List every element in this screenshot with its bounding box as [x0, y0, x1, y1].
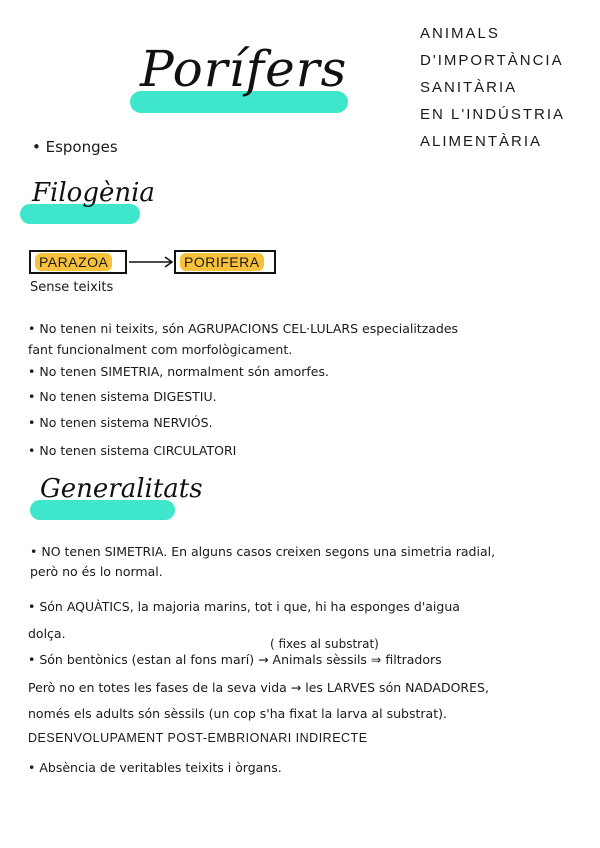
- arrow-icon: [127, 252, 177, 272]
- page-title: Porífers: [140, 40, 348, 98]
- list-item: • Són AQUÀTICS, la majoria marins, tot i que, hi ha esponges d'aigua: [28, 599, 460, 614]
- list-item: • NO tenen SIMETRIA. En alguns casos creixen segons una simetria radial,: [30, 544, 496, 559]
- list-item: DESENVOLUPAMENT POST-EMBRIONARI INDIRECTE: [28, 731, 368, 745]
- corner-heading-line: D'IMPORTÀNCIA: [420, 52, 564, 69]
- list-item: però no és lo normal.: [30, 564, 163, 579]
- corner-heading-line: EN L'INDÚSTRIA: [420, 106, 566, 123]
- list-item: • Absència de veritables teixits i òrgans.: [28, 760, 282, 775]
- intro-bullet: • Esponges: [32, 138, 118, 156]
- corner-heading: [420, 20, 565, 155]
- annotation: ( fixes al substrat): [270, 637, 379, 651]
- list-item: fant funcionalment com morfològicament.: [28, 342, 293, 357]
- list-item: • No tenen sistema CIRCULATORI: [28, 443, 237, 458]
- porifera-box: [174, 250, 276, 274]
- list-item: dolça.: [28, 626, 66, 641]
- list-item: • No tenen sistema DIGESTIU.: [28, 389, 217, 404]
- list-item: només els adults són sèssils (un cop s'ha fixat la larva al substrat).: [28, 706, 447, 721]
- box-caption: Sense teixits: [30, 280, 114, 295]
- corner-heading-line: ALIMENTÀRIA: [420, 133, 543, 150]
- corner-heading-line: SANITÀRIA: [420, 79, 518, 96]
- porifera-label: PORIFERA: [180, 253, 264, 271]
- corner-heading-line: ANIMALS: [420, 25, 500, 42]
- list-item: • Són bentònics (estan al fons marí) → Animals sèssils ⇒ filtradors: [28, 652, 442, 667]
- list-item: Però no en totes les fases de la seva vida → les LARVES són NADADORES,: [28, 680, 489, 695]
- parazoa-box: [29, 250, 127, 274]
- list-item: • No tenen ni teixits, són AGRUPACIONS CEL·LULARS especialitzades: [28, 321, 459, 336]
- parazoa-label: PARAZOA: [35, 253, 112, 271]
- section1-heading: Filogènia: [32, 178, 155, 208]
- list-item: • No tenen SIMETRIA, normalment són amorfes.: [28, 364, 329, 379]
- section2-heading: Generalitats: [40, 474, 203, 504]
- list-item: • No tenen sistema NERVIÓS.: [28, 415, 213, 430]
